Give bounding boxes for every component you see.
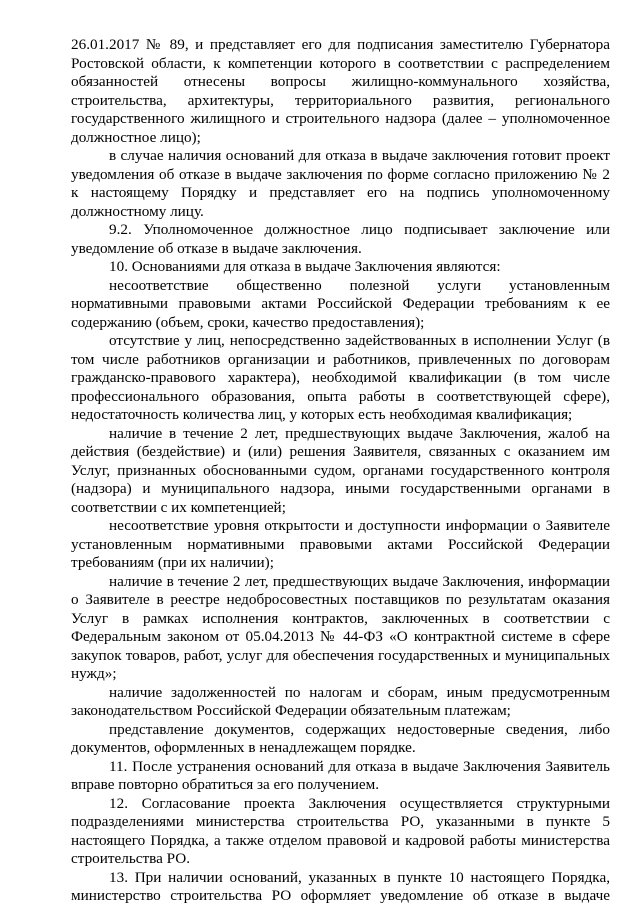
paragraph-10-heading: 10. Основаниями для отказа в выдаче Заключения являются: xyxy=(109,258,501,275)
paragraph-ground-openness: несоответствие уровня открытости и доступности информации о Заявителе установленным нормативными правовыми актами Российской Федерации требованиям (при их наличии); xyxy=(71,517,610,571)
paragraph-ground-false-documents: представление документов, содержащих недостоверные сведения, либо документов, оформленных в ненадлежащем порядке. xyxy=(71,720,610,756)
paragraph-ground-tax-debts: наличие задолженностей по налогам и сборам, иным предусмотренным законодательством Российской Федерации обязательным платежам; xyxy=(71,683,610,719)
paragraph-ground-qualification: отсутствие у лиц, непосредственно задействованных в исполнении Услуг (в том числе работников организации и работников, привлеченных по договорам гражданско-правового характера), необходимой квалификации (в том числе профессионального образования, опыта работы в соответствующей сфере), недостаточность количества лиц, у которых есть необходимая квалификация; xyxy=(71,332,610,423)
paragraph-12: 12. Согласование проекта Заключения осуществляется структурными подразделениями министерства строительства РО, указанными в пункте 5 настоящего Порядка, а также отделом правовой и кадровой работы министерства строительства РО. xyxy=(71,794,610,867)
paragraph-responsible-official: 26.01.2017 № 89, и представляет его для подписания заместителю Губернатора Ростовской области, к компетенции которого в соответствии с распределением обязанностей отнесены вопросы жилищно-коммунального хозяйства, строительства, архитектуры, территориального развития, регионального государственного жилищного и строительного надзора (далее – уполномоченное должностное лицо); xyxy=(71,36,610,146)
paragraph-13: 13. При наличии оснований, указанных в пункте 10 настоящего Порядка, министерство строительства РО оформляет уведомление об отказе в выдаче xyxy=(71,868,610,904)
paragraph-refusal-notice-draft: в случае наличия оснований для отказа в выдаче заключения готовит проект уведомления об отказе в выдаче заключения по форме согласно приложению № 2 к настоящему Порядку и представляет его на подпись уполномоченному должностному лицу. xyxy=(71,147,610,220)
paragraph-ground-complaints: наличие в течение 2 лет, предшествующих выдаче Заключения, жалоб на действия (бездействие) и (или) решения Заявителя, связанных с оказанием им Услуг, признанных обоснованными судом, органами государственного контроля (надзора) и муниципального надзора, иными государственными органами в соответствии с их компетенцией; xyxy=(71,424,610,516)
paragraph-ground-nonconformity: несоответствие общественно полезной услуги установленным нормативными правовыми актами Российской Федерации требованиям к ее содержанию (объем, сроки, качество предоставления); xyxy=(71,276,610,331)
paragraph-9-2: 9.2. Уполномоченное должностное лицо подписывает заключение или уведомление об отказе в выдаче заключения. xyxy=(71,221,610,257)
paragraph-ground-unfair-suppliers: наличие в течение 2 лет, предшествующих выдаче Заключения, информации о Заявителе в реестре недобросовестных поставщиков по результатам оказания Услуг в рамках исполнения контрактов, заключенных в соответствии с Федеральным законом от 05.04.2013 № 44-ФЗ «О контрактной системе в сфере закупок товаров, работ, услуг для обеспечения государственных и муниципальных нужд»; xyxy=(71,572,610,682)
paragraph-11: 11. После устранения оснований для отказа в выдаче Заключения Заявитель вправе повторно обратиться за его получением. xyxy=(71,757,610,793)
